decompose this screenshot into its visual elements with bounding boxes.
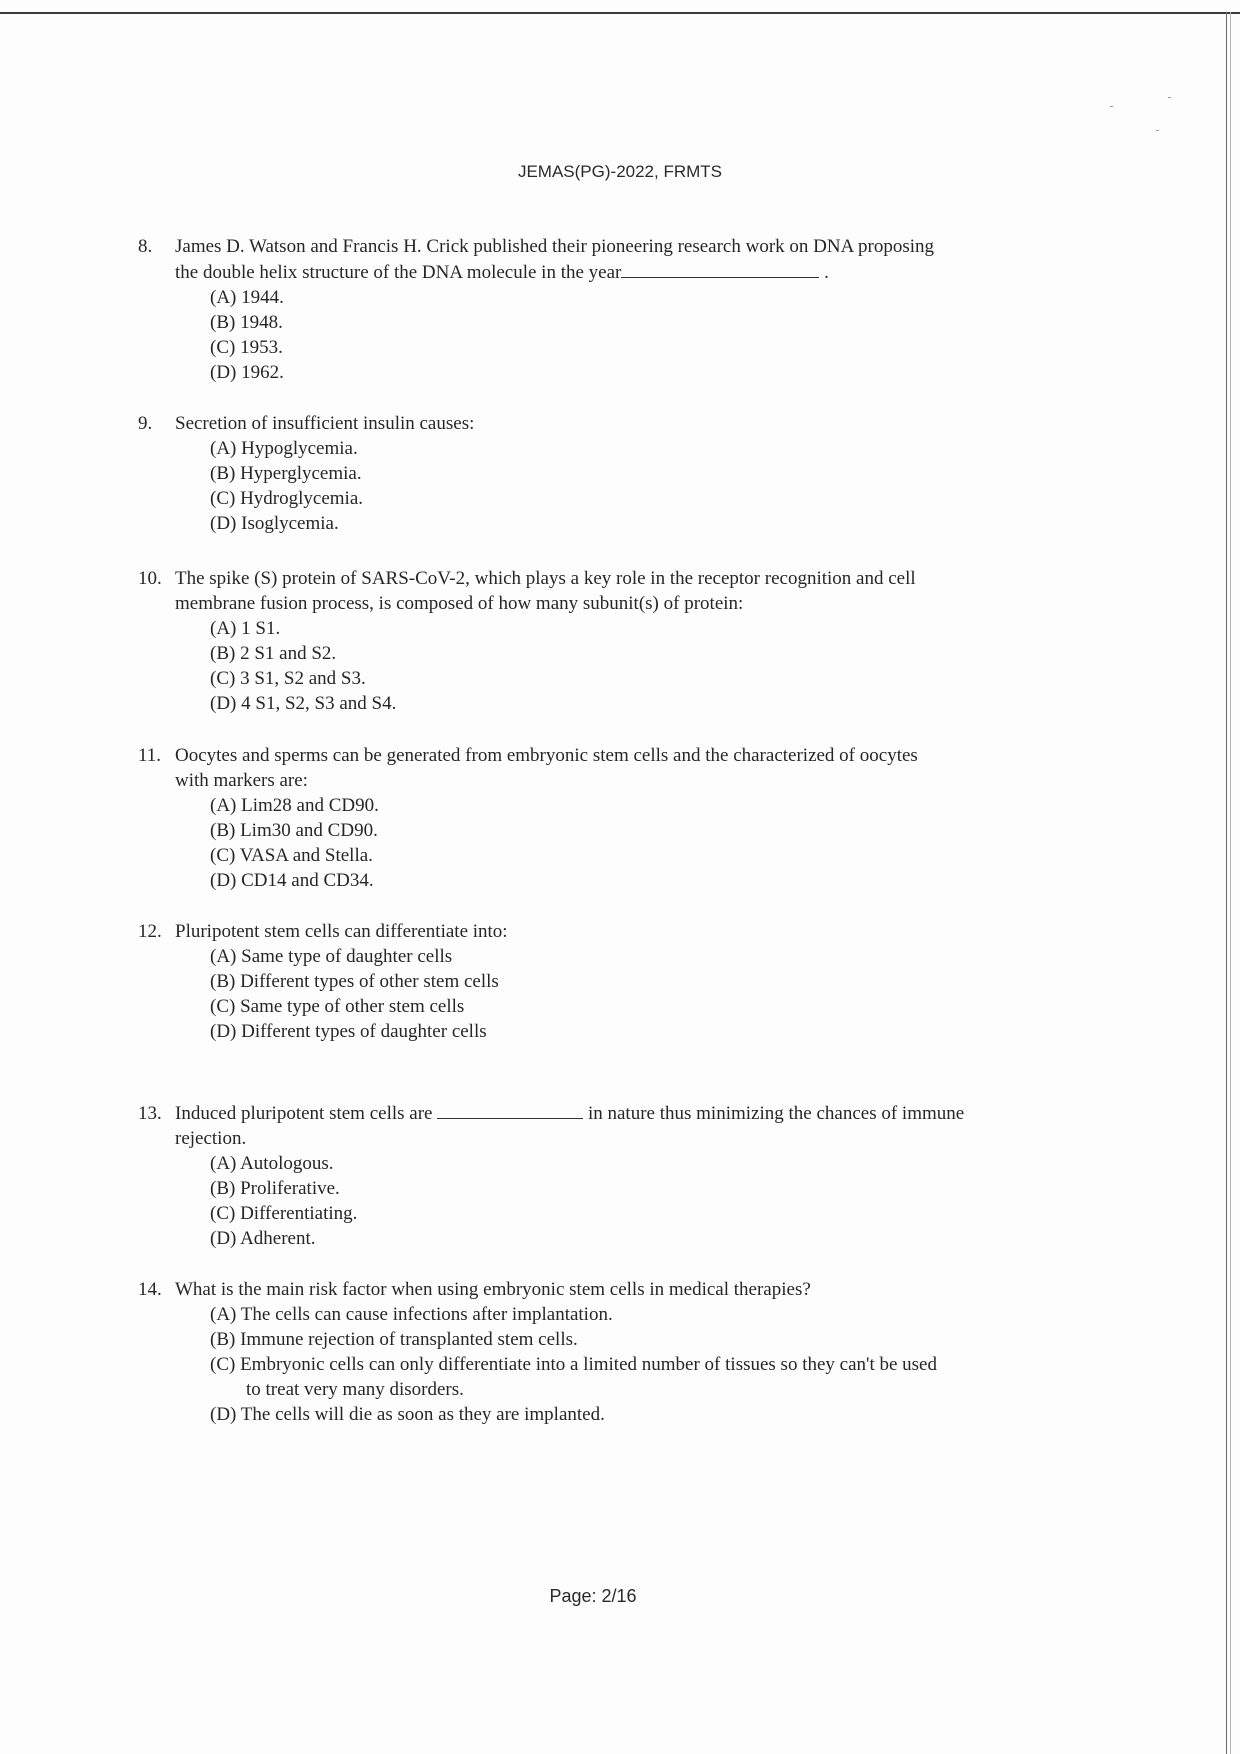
option-b: (B) 1948.: [210, 312, 283, 333]
question-14: [138, 1277, 1078, 1427]
option-c: (C) 3 S1, S2 and S3.: [210, 668, 366, 689]
scan-right-edge: [1226, 12, 1227, 1754]
options-list: [210, 793, 1078, 893]
option-b: (B) 2 S1 and S2.: [210, 643, 337, 664]
option-a: (A) Lim28 and CD90.: [210, 795, 379, 816]
scan-speck: [1156, 130, 1159, 131]
options-list: [210, 285, 1078, 385]
option-c: (C) Hydroglycemia.: [210, 488, 364, 509]
question-number: 10.: [138, 568, 162, 589]
question-text: What is the main risk factor when using embryonic stem cells in medical therapies?: [175, 1279, 811, 1300]
question-text: membrane fusion process, is composed of how many subunit(s) of protein:: [175, 593, 744, 614]
question-number: 14.: [138, 1279, 162, 1300]
question-text: The spike (S) protein of SARS-CoV-2, which plays a key role in the receptor recognition and cell: [175, 568, 916, 589]
question-10: [138, 566, 1078, 716]
option-c: (C) 1953.: [210, 337, 283, 358]
scan-top-edge: [0, 12, 1240, 14]
question-text: Pluripotent stem cells can differentiate into:: [175, 921, 508, 942]
question-number: 9.: [138, 413, 153, 434]
option-a: (A) Autologous.: [210, 1153, 334, 1174]
question-9: [138, 411, 1078, 536]
scan-speck: [1168, 97, 1171, 98]
scan-speck: [1110, 106, 1113, 107]
option-b: (B) Immune rejection of transplanted stem cells.: [210, 1329, 578, 1350]
question-8: [138, 234, 1078, 385]
question-text: the double helix structure of the DNA molecule in the year: [175, 262, 622, 283]
question-text: Induced pluripotent stem cells are: [175, 1103, 433, 1124]
question-text: rejection.: [175, 1128, 247, 1149]
question-11: [138, 743, 1078, 893]
option-a: (A) The cells can cause infections after implantation.: [210, 1304, 613, 1325]
option-b: (B) Proliferative.: [210, 1178, 340, 1199]
option-d: (D) CD14 and CD34.: [210, 870, 374, 891]
option-a: (A) 1944.: [210, 287, 284, 308]
options-list: [210, 944, 1078, 1044]
options-list: [210, 1302, 1078, 1427]
option-d: (D) 4 S1, S2, S3 and S4.: [210, 693, 397, 714]
answer-blank: [437, 1100, 583, 1119]
scan-right-edge-shadow: [1230, 12, 1231, 1754]
question-text: .: [824, 262, 829, 283]
question-12: [138, 919, 1078, 1044]
options-list: [210, 436, 1078, 536]
question-number: 13.: [138, 1103, 162, 1124]
question-text: Secretion of insufficient insulin causes:: [175, 413, 475, 434]
option-d: (D) Different types of daughter cells: [210, 1021, 487, 1042]
question-text: with markers are:: [175, 770, 308, 791]
option-a: (A) 1 S1.: [210, 618, 281, 639]
question-number: 11.: [138, 745, 162, 766]
options-list: [210, 616, 1078, 716]
option-c: (C) VASA and Stella.: [210, 845, 373, 866]
question-text: James D. Watson and Francis H. Crick published their pioneering research work on DNA proposing: [175, 236, 935, 257]
question-text: Oocytes and sperms can be generated from embryonic stem cells and the characterized of oocytes: [175, 745, 918, 766]
option-b: (B) Different types of other stem cells: [210, 971, 499, 992]
option-d: (D) Isoglycemia.: [210, 513, 339, 534]
question-text: in nature thus minimizing the chances of immune: [587, 1103, 965, 1124]
option-d: (D) Adherent.: [210, 1228, 316, 1249]
option-c-continuation: to treat very many disorders.: [246, 1379, 464, 1400]
question-13: [138, 1100, 1078, 1251]
answer-blank: [621, 259, 819, 278]
option-a: (A) Same type of daughter cells: [210, 946, 453, 967]
option-c: (C) Same type of other stem cells: [210, 996, 465, 1017]
option-c: (C) Differentiating.: [210, 1203, 358, 1224]
option-b: (B) Lim30 and CD90.: [210, 820, 378, 841]
options-list: [210, 1151, 1078, 1251]
option-d: (D) The cells will die as soon as they are implanted.: [210, 1404, 605, 1425]
option-b: (B) Hyperglycemia.: [210, 463, 362, 484]
question-number: 8.: [138, 236, 153, 257]
option-c: (C) Embryonic cells can only differentiate into a limited number of tissues so they can't be used: [210, 1354, 937, 1375]
question-number: 12.: [138, 921, 162, 942]
option-a: (A) Hypoglycemia.: [210, 438, 358, 459]
option-d: (D) 1962.: [210, 362, 284, 383]
page-header: JEMAS(PG)-2022, FRMTS: [517, 162, 723, 181]
page-number: Page: 2/16: [549, 1586, 637, 1606]
